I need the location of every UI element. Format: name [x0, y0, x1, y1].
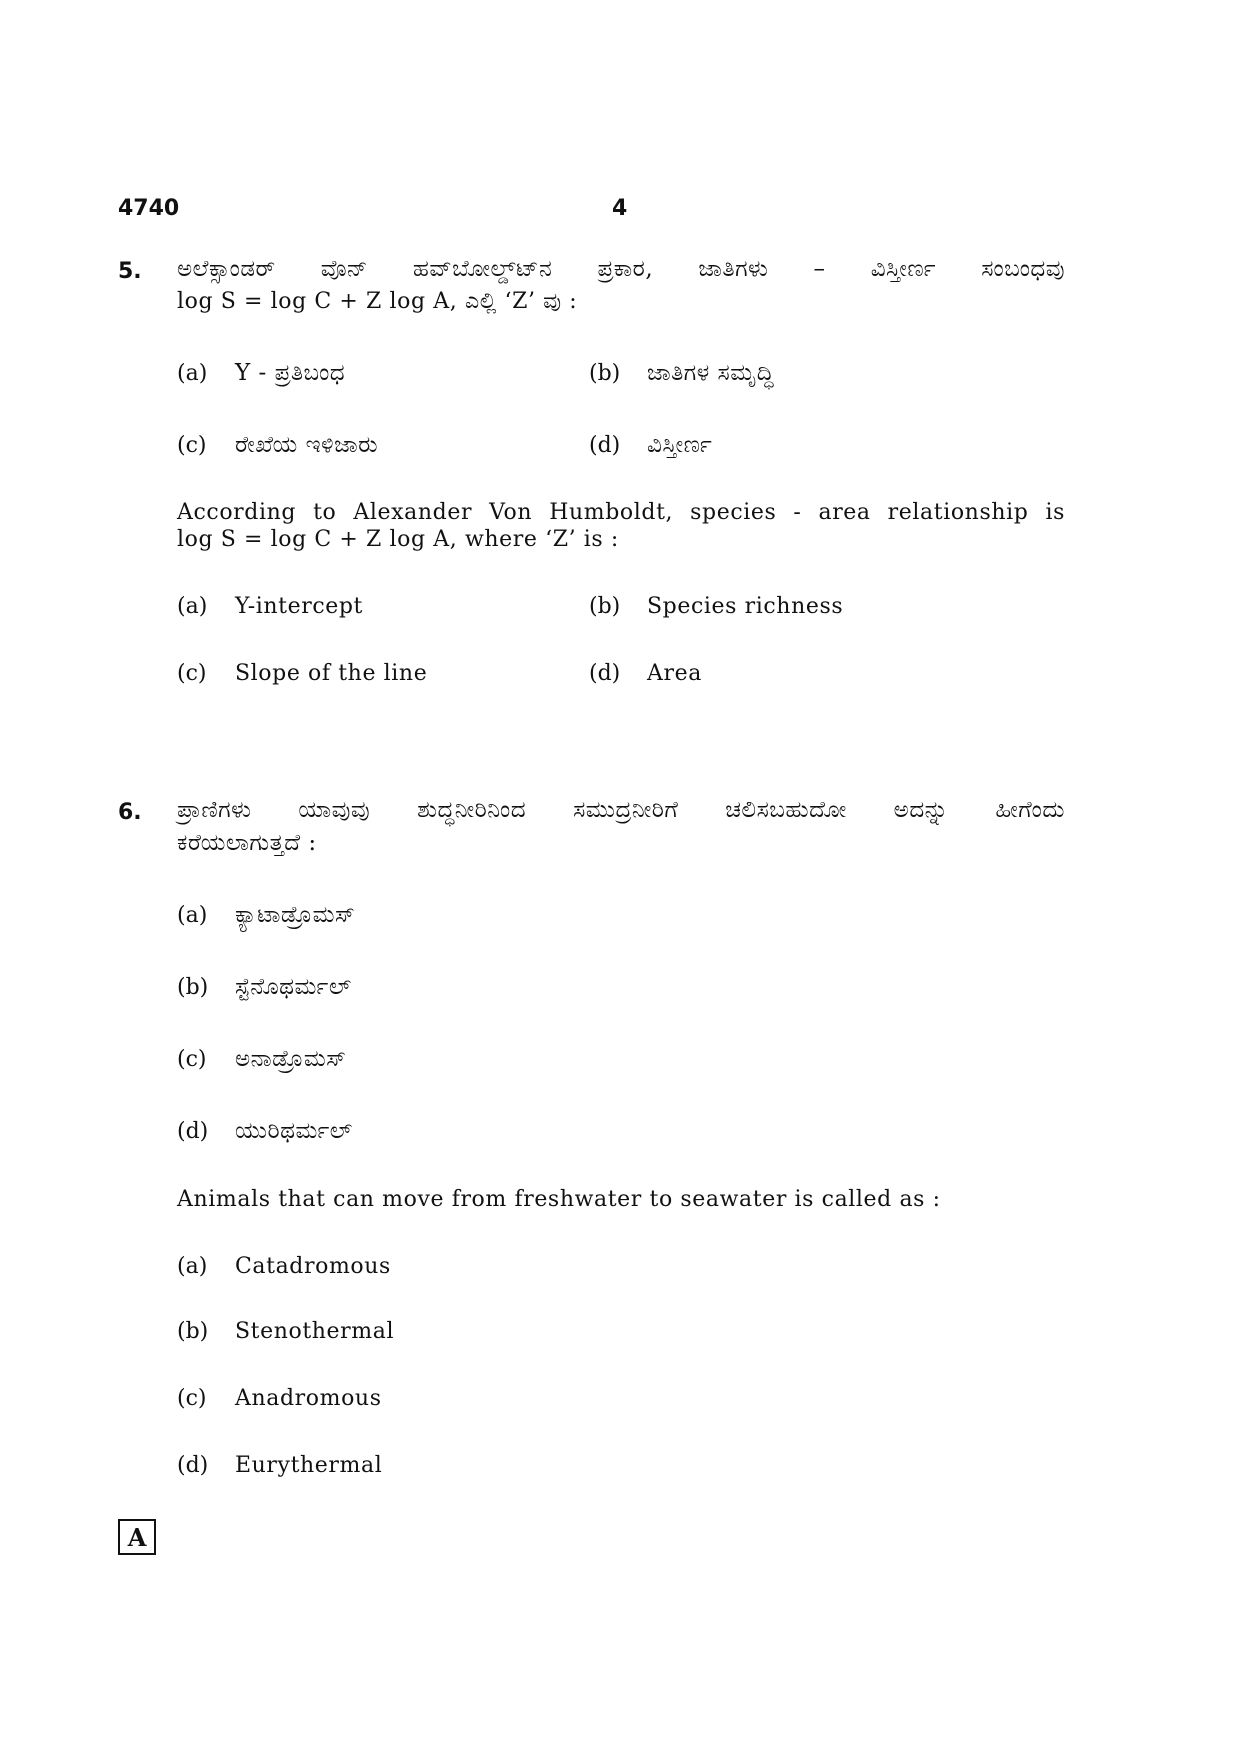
option-text: Slope of the line — [235, 661, 428, 686]
question-text-kannada-cont: ಕರೆಯಲಾಗುತ್ತದೆ : — [177, 830, 317, 856]
option-text: ಜಾತಿಗಳ ಸಮೃದ್ಧಿ — [647, 360, 774, 386]
option-label: (d) — [177, 1119, 209, 1144]
option-text: Eurythermal — [235, 1453, 383, 1478]
option-text: Anadromous — [235, 1386, 382, 1411]
option-label: (c) — [177, 433, 207, 458]
question-text-english: Animals that can move from freshwater to seawater is called as : — [177, 1187, 941, 1212]
question-formula-english: log S = log C + Z log A, where ‘Z’ is : — [177, 527, 619, 552]
option-text: ಯುರಿಥರ್ಮಲ್ — [235, 1118, 353, 1144]
option-text: ಅನಾಡ್ರೊಮಸ್ — [235, 1046, 347, 1072]
option-text: Stenothermal — [235, 1319, 395, 1344]
option-label: (c) — [177, 661, 207, 686]
option-text: Area — [647, 661, 702, 686]
question-formula-kannada: log S = log C + Z log A, ಎಲ್ಲಿ ‘Z’ ವು : — [177, 289, 578, 314]
question-number: 5. — [118, 259, 142, 284]
option-label: (b) — [177, 975, 209, 1000]
option-text: Species richness — [647, 594, 844, 619]
option-label: (a) — [177, 903, 208, 928]
option-label: (b) — [589, 361, 621, 386]
question-text-kannada: ಪ್ರಾಣಿಗಳು ಯಾವುವು ಶುದ್ಧನೀರಿನಿಂದ ಸಮುದ್ರನೀರಿಗೆ ಚಲಿಸಬಹುದೋ ಅದನ್ನು ಹೀಗೆಂದು — [177, 797, 1065, 823]
option-label: (a) — [177, 594, 208, 619]
option-label: (b) — [177, 1319, 209, 1344]
option-label: (a) — [177, 1254, 208, 1279]
option-text: Y-intercept — [235, 594, 363, 619]
option-label: (c) — [177, 1386, 207, 1411]
question-number: 6. — [118, 800, 142, 825]
option-label: (c) — [177, 1047, 207, 1072]
option-text: Y - ಪ್ರತಿಬಂಧ — [235, 360, 346, 386]
option-label: (b) — [589, 594, 621, 619]
option-label: (a) — [177, 361, 208, 386]
option-label: (d) — [177, 1453, 209, 1478]
question-text-english: According to Alexander Von Humboldt, species - area relationship is — [177, 500, 1065, 525]
question-text-kannada: ಅಲೆಕ್ಸಾಂಡರ್ ವೊನ್ ಹವ್‌ಬೋಲ್ಡ್‌ಟ್‌ನ ಪ್ರಕಾರ, ಜಾತಿಗಳು – ವಿಸ್ತೀರ್ಣ ಸಂಬಂಧವು — [177, 256, 1065, 282]
option-label: (d) — [589, 661, 621, 686]
option-text: ಸ್ಟೆನೊಥರ್ಮಲ್ — [235, 974, 352, 1000]
option-text: ಕ್ಯಾಟಾಡ್ರೊಮಸ್ — [235, 902, 356, 928]
version-box: A — [118, 1519, 156, 1555]
option-text: ವಿಸ್ತೀರ್ಣ — [647, 432, 713, 458]
option-text: ರೇಖೆಯ ಇಳಿಜಾರು — [235, 432, 379, 458]
option-text: Catadromous — [235, 1254, 391, 1279]
option-label: (d) — [589, 433, 621, 458]
booklet-code: 4740 — [118, 196, 180, 221]
page-number: 4 — [612, 196, 628, 221]
